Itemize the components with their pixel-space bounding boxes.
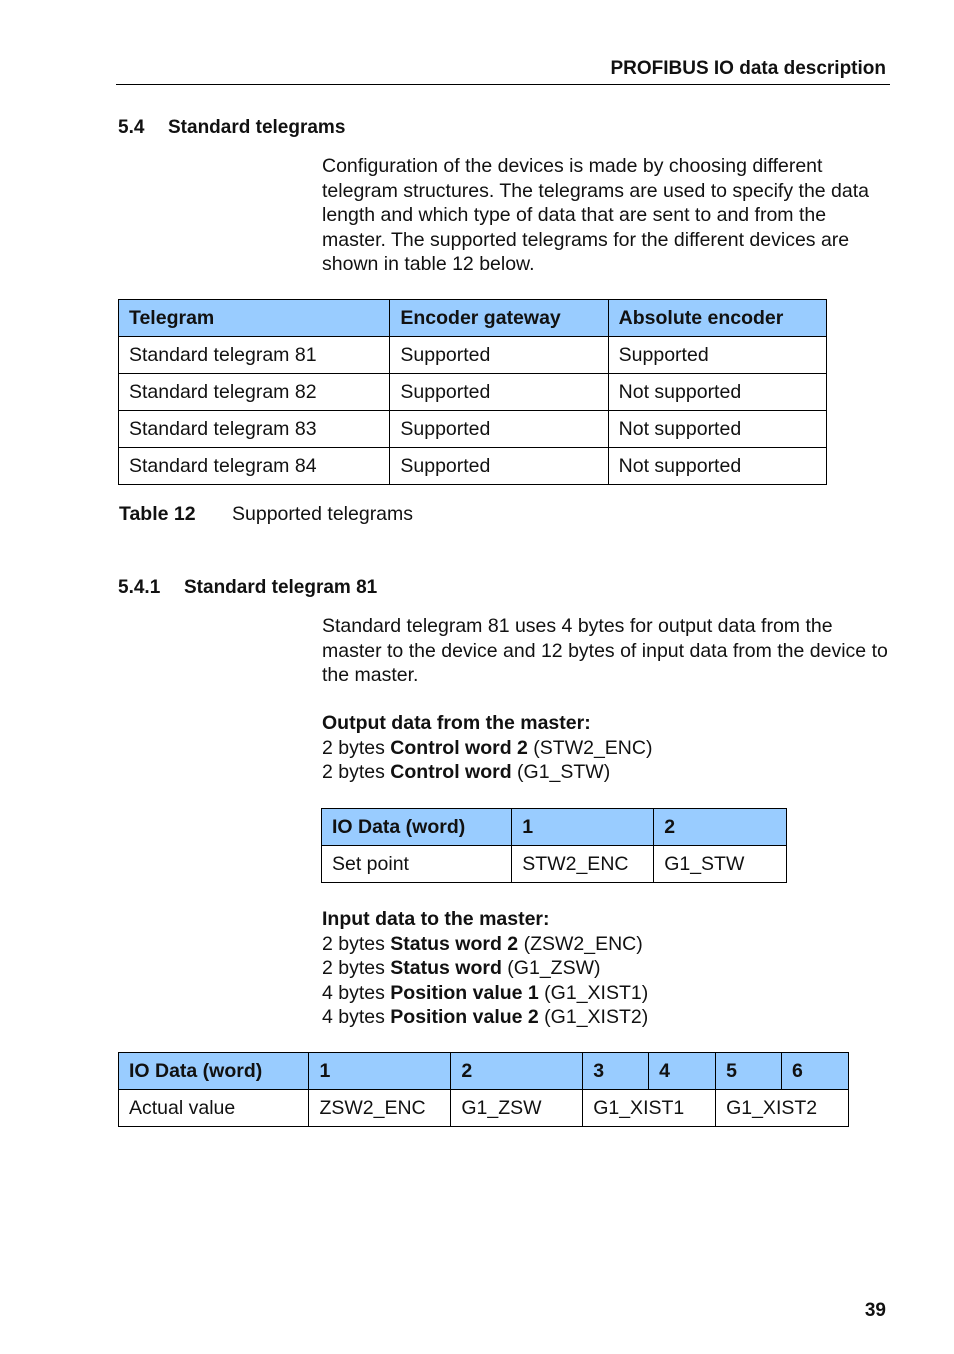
- table-cell: Standard telegram 82: [119, 374, 390, 411]
- table-cell: G1_STW: [654, 846, 787, 883]
- table-header-cell: Absolute encoder: [608, 300, 826, 337]
- output-io-table: [321, 808, 787, 883]
- supported-telegrams-table: [118, 299, 827, 485]
- table-header-cell: 2: [654, 809, 787, 846]
- table-header-cell: 4: [649, 1053, 716, 1090]
- item-suffix: (ZSW2_ENC): [518, 932, 643, 955]
- item-bold: Control word 2: [390, 736, 528, 759]
- item-prefix: 2 bytes: [322, 736, 391, 759]
- intro-line: Standard telegram 81 uses 4 bytes for output data from the: [322, 615, 833, 637]
- item-prefix: 4 bytes: [322, 981, 391, 1004]
- item-prefix: 4 bytes: [322, 1006, 391, 1028]
- item-bold: Status word 2: [390, 932, 519, 955]
- table-cell: G1_XIST2: [716, 1090, 849, 1127]
- table-header-cell: 2: [451, 1053, 583, 1090]
- table-header-cell: 1: [512, 809, 654, 846]
- running-header: PROFIBUS IO data description: [610, 58, 886, 79]
- table-cell: STW2_ENC: [512, 846, 654, 883]
- subsection-heading: [118, 577, 377, 599]
- table-header-row: [119, 300, 827, 337]
- output-item: [322, 736, 652, 761]
- output-item: [322, 760, 652, 785]
- item-prefix: 2 bytes: [322, 932, 391, 955]
- table-cell: Supported: [390, 411, 608, 448]
- intro-line: shown in table 12 below.: [322, 253, 535, 275]
- table-cell: Supported: [390, 448, 608, 485]
- item-suffix: (G1_STW): [511, 761, 611, 783]
- intro-line: master. The supported telegrams for the different devices are: [322, 228, 850, 251]
- input-data-block: [322, 907, 648, 1030]
- table-cell: Supported: [390, 374, 608, 411]
- table-header-cell: Telegram: [119, 300, 390, 337]
- table-row: [119, 411, 827, 448]
- item-suffix: (G1_ZSW): [501, 957, 601, 979]
- caption-label: Table 12: [119, 503, 196, 525]
- table-cell: Standard telegram 84: [119, 448, 390, 485]
- input-io-table: [118, 1052, 849, 1127]
- input-item: [322, 1005, 648, 1030]
- input-item: [322, 981, 648, 1006]
- table-cell: ZSW2_ENC: [309, 1090, 451, 1127]
- intro-line: master to the device and 12 bytes of input data from the device to: [322, 639, 888, 662]
- table-cell: Not supported: [608, 411, 826, 448]
- table-row: [119, 374, 827, 411]
- table-caption: [119, 503, 413, 526]
- section-title: Standard telegrams: [168, 117, 346, 138]
- output-data-block: [322, 711, 652, 785]
- item-bold: Position value 1: [390, 981, 539, 1004]
- caption-text: Supported telegrams: [232, 503, 414, 525]
- intro-line: length and which type of data that are sent to and from the: [322, 204, 827, 226]
- item-prefix: 2 bytes: [322, 957, 391, 979]
- table-header-cell: Encoder gateway: [390, 300, 608, 337]
- table-cell: Set point: [322, 846, 512, 883]
- table-row: [119, 1090, 849, 1127]
- page-number: 39: [864, 1300, 886, 1321]
- input-heading: Input data to the master:: [322, 908, 550, 930]
- table-header-cell: 6: [782, 1053, 849, 1090]
- section-number: 5.4: [118, 117, 145, 138]
- table-row: [322, 846, 787, 883]
- item-suffix: (G1_XIST1): [538, 981, 649, 1004]
- table-header-cell: IO Data (word): [322, 809, 512, 846]
- table-row: [119, 337, 827, 374]
- table-cell: Not supported: [608, 374, 826, 411]
- table-cell: G1_ZSW: [451, 1090, 583, 1127]
- table-cell: G1_XIST1: [583, 1090, 716, 1127]
- table-cell: Actual value: [119, 1090, 309, 1127]
- item-bold: Control word: [390, 761, 512, 783]
- table-cell: Standard telegram 81: [119, 337, 390, 374]
- table-header-cell: 5: [716, 1053, 782, 1090]
- input-item: [322, 932, 648, 957]
- table-header-cell: 3: [583, 1053, 649, 1090]
- table-header-cell: 1: [309, 1053, 451, 1090]
- table-row: [119, 448, 827, 485]
- output-heading: Output data from the master:: [322, 712, 591, 734]
- item-bold: Position value 2: [390, 1006, 539, 1028]
- subsection-intro: [322, 614, 888, 688]
- input-item: [322, 956, 648, 981]
- item-suffix: (G1_XIST2): [538, 1006, 649, 1028]
- table-cell: Standard telegram 83: [119, 411, 390, 448]
- header-rule: [116, 84, 890, 85]
- table-header-row: [119, 1053, 849, 1090]
- intro-line: Configuration of the devices is made by choosing different: [322, 155, 823, 177]
- intro-line: the master.: [322, 664, 419, 686]
- item-prefix: 2 bytes: [322, 761, 391, 783]
- table-cell: Supported: [608, 337, 826, 374]
- table-cell: Supported: [390, 337, 608, 374]
- section-heading: [118, 117, 345, 139]
- item-suffix: (STW2_ENC): [527, 736, 653, 759]
- item-bold: Status word: [390, 957, 502, 979]
- intro-line: telegram structures. The telegrams are used to specify the data: [322, 179, 869, 202]
- subsection-number: 5.4.1: [118, 577, 161, 598]
- table-header-row: [322, 809, 787, 846]
- subsection-title: Standard telegram 81: [184, 577, 378, 598]
- section-intro: [322, 154, 869, 277]
- table-cell: Not supported: [608, 448, 826, 485]
- table-header-cell: IO Data (word): [119, 1053, 309, 1090]
